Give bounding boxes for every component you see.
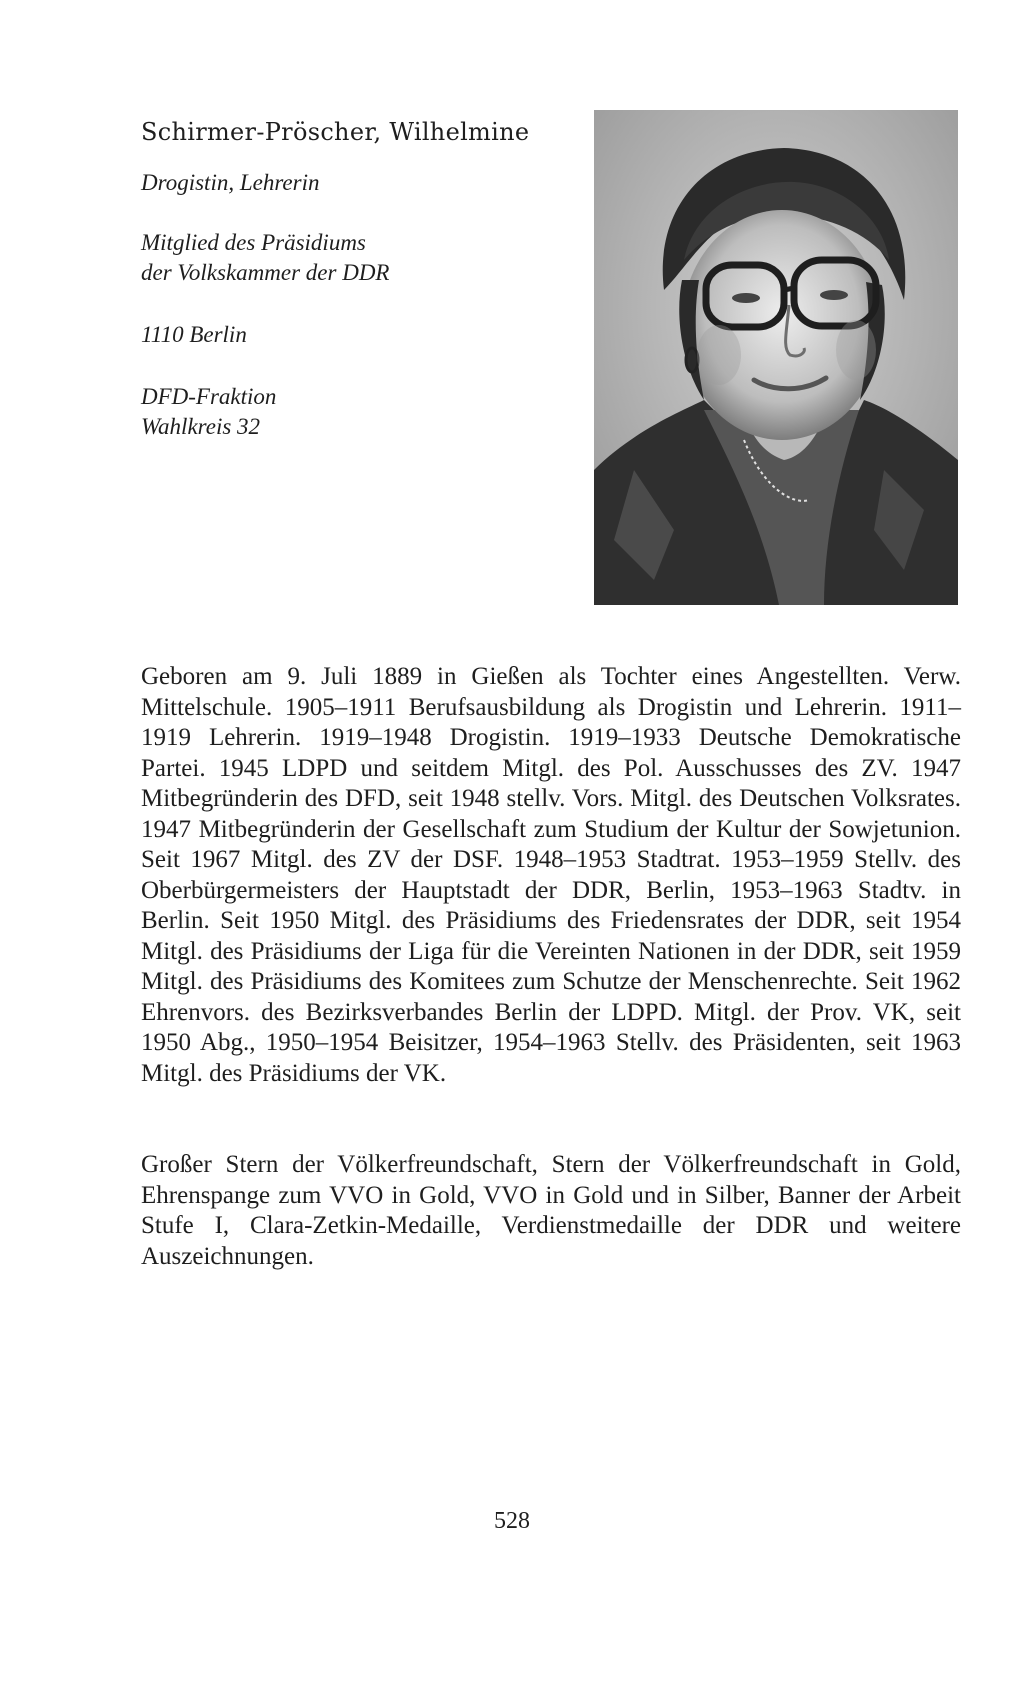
profession-text: Drogistin, Lehrerin	[141, 170, 320, 195]
entry-faction	[141, 382, 276, 442]
position-line-1: Mitglied des Präsidiums	[141, 230, 366, 255]
position-line-2: der Volkskammer der DDR	[141, 260, 390, 285]
faction-text: DFD-Fraktion	[141, 384, 277, 409]
entry-location	[141, 320, 247, 350]
entry-position	[141, 228, 389, 288]
entry-profession	[141, 168, 319, 198]
portrait-photo-icon	[594, 110, 958, 605]
awards-text: Großer Stern der Völkerfreundschaft, Stern der Völkerfreundschaft in Gold, Ehrenspange zum VVO in Gold, VVO in Gold und in Silber, Banner der Arbeit Stufe I, Clara-Zetkin-Medaille, Verdienstmedaille der DDR und weitere Auszeichnungen.	[141, 1151, 961, 1270]
constituency-text: Wahlkreis 32	[141, 414, 261, 439]
entry-name: Schirmer-Pröscher, Wilhelmine	[141, 118, 530, 146]
location-text: 1110 Berlin	[141, 322, 247, 347]
page-number: 528	[494, 1508, 530, 1534]
biography-text: Geboren am 9. Juli 1889 in Gießen als Tochter eines Angestellten. Verw. Mittelschule. 1905–1911 Berufsausbildung als Drogistin und Lehrerin. 1911–1919 Lehrerin. 1919–1948 Drogistin. 1919–1933 Deutsche Demokratische Partei. 1945 LDPD und seitdem Mitgl. des Pol. Ausschusses des ZV. 1947 Mitbegründerin des DFD, seit 1948 stellv. Vors. Mitgl. des Deutschen Volksrates. 1947 Mitbegründerin der Gesellschaft zum Studium der Kultur der Sowjetunion. Seit 1967 Mitgl. des ZV der DSF. 1948–1953 Stadtrat. 1953–1959 Stellv. des Oberbürgermeisters der Hauptstadt der DDR, Berlin, 1953–1963 Stadtv. in Berlin. Seit 1950 Mitgl. des Präsidiums des Friedensrates der DDR, seit 1954 Mitgl. des Präsidiums der Liga für die Vereinten Nationen in der DDR, seit 1959 Mitgl. des Präsidiums des Komitees zum Schutze der Menschenrechte. Seit 1962 Ehrenvors. des Bezirksverbandes Berlin der LDPD. Mitgl. der Prov. VK, seit 1950 Abg., 1950–1954 Beisitzer, 1954–1963 Stellv. des Präsidenten, seit 1963 Mitgl. des Präsidiums der VK.	[141, 663, 961, 1087]
